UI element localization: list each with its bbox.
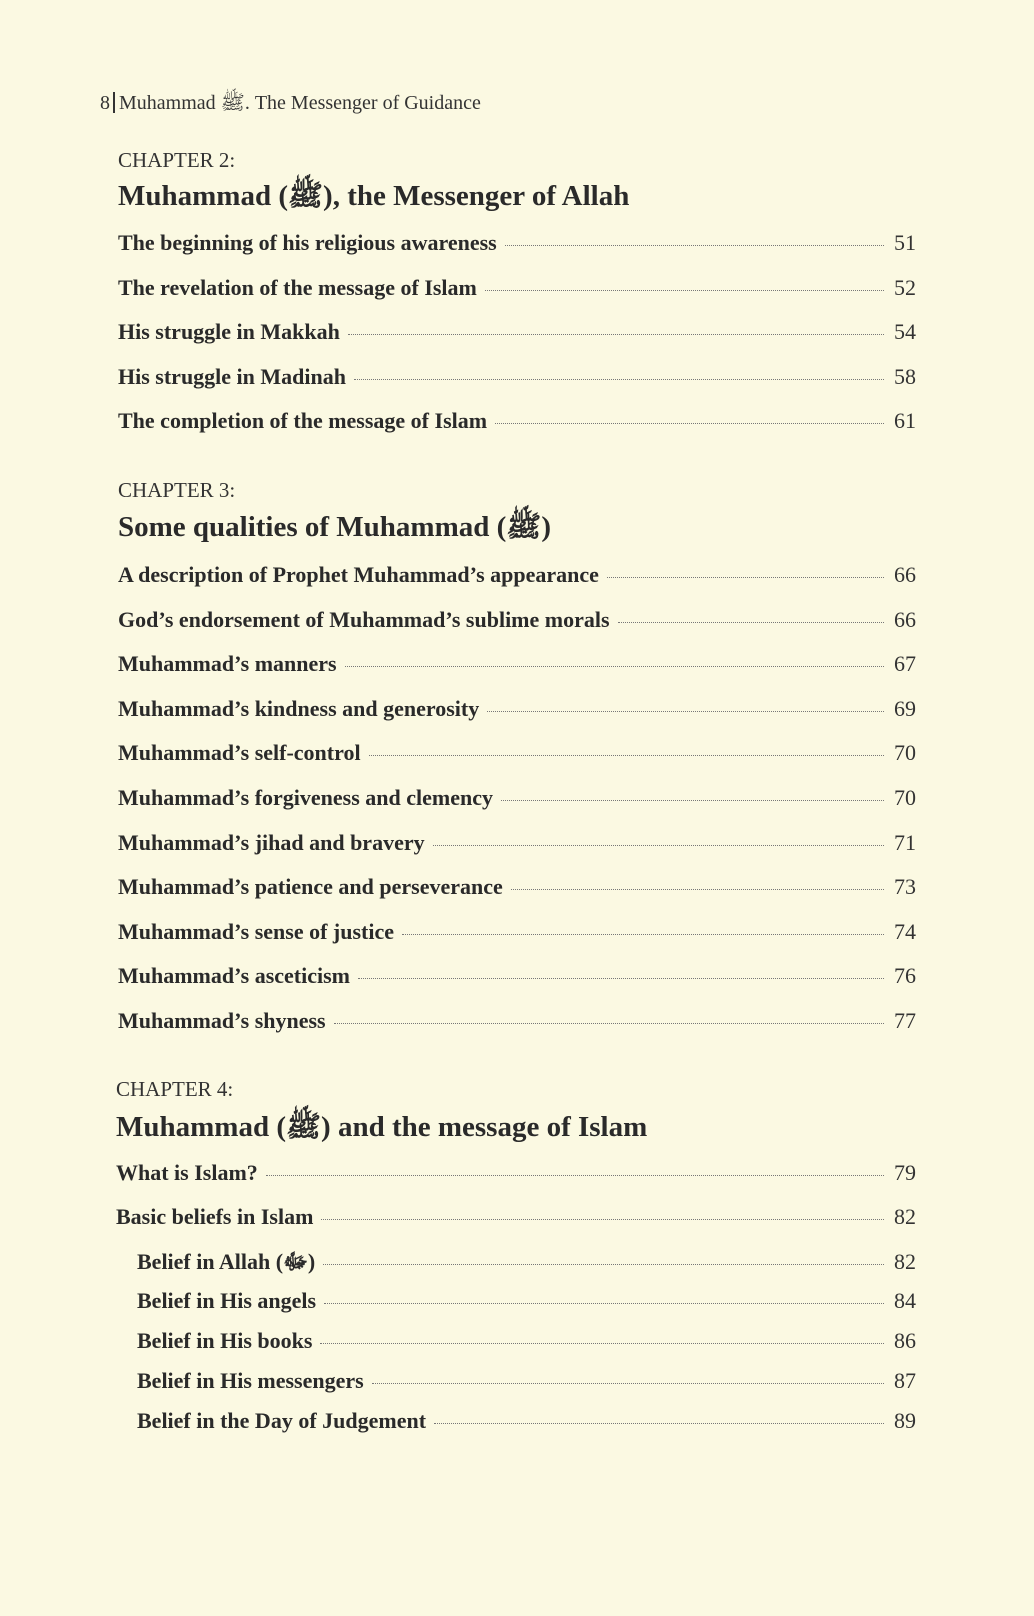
chapter-label: CHAPTER 3: <box>118 478 236 502</box>
dot-leader <box>511 889 884 890</box>
entry-title: What is Islam? <box>116 1160 258 1185</box>
header-divider <box>113 92 115 113</box>
dot-leader <box>607 577 884 578</box>
dot-leader <box>323 1264 884 1265</box>
book-title: Muhammad ﷺ. The Messenger of Guidance <box>119 92 481 114</box>
entry-page-number: 74 <box>894 918 916 944</box>
toc-subentry[interactable] <box>137 1286 916 1316</box>
toc-entry[interactable] <box>118 649 916 679</box>
toc-entry[interactable] <box>118 560 916 590</box>
toc-entry[interactable] <box>118 917 916 947</box>
dot-leader <box>402 934 884 935</box>
dot-leader <box>433 845 884 846</box>
entry-title: Muhammad’s kindness and generosity <box>118 695 480 721</box>
entry-title: His struggle in Makkah <box>118 319 340 345</box>
entry-page-number: 67 <box>894 651 916 677</box>
entry-page-number: 82 <box>894 1204 916 1229</box>
dot-leader <box>487 711 884 712</box>
entry-title: Muhammad’s shyness <box>118 1008 326 1033</box>
entry-page-number: 52 <box>894 274 916 300</box>
dot-leader <box>358 978 884 979</box>
chapter-label: CHAPTER 2: <box>118 148 236 172</box>
toc-entry[interactable] <box>118 1006 916 1036</box>
dot-leader <box>334 1023 884 1024</box>
entry-page-number: 73 <box>894 874 916 900</box>
toc-entry[interactable] <box>118 738 916 768</box>
entry-page-number: 84 <box>894 1288 916 1313</box>
entry-title: Belief in Allah (ﷻ) <box>137 1249 316 1274</box>
entry-title: Muhammad’s asceticism <box>118 963 350 989</box>
dot-leader <box>354 379 884 380</box>
toc-subentry[interactable] <box>137 1406 916 1436</box>
running-header <box>100 90 481 116</box>
entry-title: Muhammad’s self-control <box>118 740 361 766</box>
entry-page-number: 70 <box>894 740 916 766</box>
entry-page-number: 66 <box>894 562 916 587</box>
toc-entry[interactable] <box>118 317 916 347</box>
entry-page-number: 69 <box>894 695 916 721</box>
entry-page-number: 82 <box>894 1249 916 1274</box>
toc-entry[interactable] <box>118 228 916 258</box>
toc-entry[interactable] <box>116 1158 916 1188</box>
entry-title: His struggle in Madinah <box>118 363 346 389</box>
dot-leader <box>505 245 884 246</box>
toc-entry[interactable] <box>118 406 916 436</box>
dot-leader <box>321 1219 884 1220</box>
dot-leader <box>372 1383 884 1384</box>
entry-page-number: 79 <box>894 1160 916 1185</box>
entry-title: Belief in His angels <box>137 1288 317 1313</box>
toc-entry[interactable] <box>118 872 916 902</box>
entry-page-number: 70 <box>894 785 916 810</box>
entry-page-number: 61 <box>894 408 916 434</box>
entry-title: Muhammad’s forgiveness and clemency <box>118 785 493 810</box>
entry-title: Muhammad’s patience and perseverance <box>118 874 503 900</box>
entry-title: Belief in His messengers <box>137 1368 364 1393</box>
dot-leader <box>266 1175 884 1176</box>
toc-subentry[interactable] <box>137 1326 916 1356</box>
entry-page-number: 87 <box>894 1368 916 1393</box>
toc-entry[interactable] <box>116 1202 916 1232</box>
dot-leader <box>485 290 884 291</box>
dot-leader <box>369 755 884 756</box>
dot-leader <box>324 1303 884 1304</box>
chapter-title: Muhammad (ﷺ) and the message of Islam <box>116 1111 648 1143</box>
entry-title: Muhammad’s manners <box>118 651 337 677</box>
entry-title: Belief in His books <box>137 1328 313 1353</box>
toc-entry[interactable] <box>118 273 916 303</box>
toc-subentry[interactable] <box>137 1247 916 1277</box>
toc-entry[interactable] <box>118 694 916 724</box>
toc-subentry[interactable] <box>137 1366 916 1396</box>
entry-title: The completion of the message of Islam <box>118 408 488 434</box>
toc-entry[interactable] <box>118 362 916 392</box>
entry-page-number: 77 <box>894 1008 916 1033</box>
chapter-label: CHAPTER 4: <box>116 1077 234 1101</box>
entry-title: Muhammad’s jihad and bravery <box>118 829 425 855</box>
toc-entry[interactable] <box>118 961 916 991</box>
entry-title: God’s endorsement of Muhammad’s sublime morals <box>118 606 610 632</box>
dot-leader <box>434 1423 884 1424</box>
entry-title: A description of Prophet Muhammad’s appearance <box>118 562 599 587</box>
dot-leader <box>345 666 884 667</box>
entry-title: Basic beliefs in Islam <box>116 1204 314 1229</box>
entry-page-number: 54 <box>894 319 916 345</box>
dot-leader <box>495 423 884 424</box>
dot-leader <box>320 1343 884 1344</box>
toc-entry[interactable] <box>118 828 916 858</box>
toc-entry[interactable] <box>118 605 916 635</box>
entry-page-number: 86 <box>894 1328 916 1353</box>
chapter-title: Some qualities of Muhammad (ﷺ) <box>118 511 552 543</box>
entry-page-number: 76 <box>894 963 916 989</box>
entry-page-number: 51 <box>894 230 916 255</box>
dot-leader <box>618 622 884 623</box>
dot-leader <box>348 334 884 335</box>
entry-page-number: 89 <box>894 1408 916 1433</box>
entry-title: Belief in the Day of Judgement <box>137 1408 427 1433</box>
dot-leader <box>501 800 884 801</box>
page-number: 8 <box>100 92 110 114</box>
entry-page-number: 71 <box>894 829 916 855</box>
entry-title: The beginning of his religious awareness <box>118 230 497 255</box>
entry-page-number: 66 <box>894 606 916 632</box>
chapter-title: Muhammad (ﷺ), the Messenger of Allah <box>118 180 630 212</box>
entry-title: Muhammad’s sense of justice <box>118 918 394 944</box>
toc-entry[interactable] <box>118 783 916 813</box>
entry-page-number: 58 <box>894 363 916 389</box>
entry-title: The revelation of the message of Islam <box>118 274 477 300</box>
